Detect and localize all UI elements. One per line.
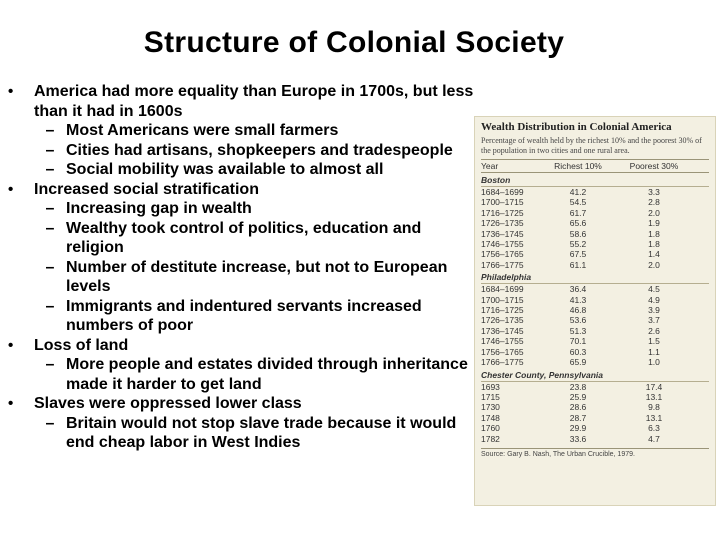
cell-year: 1726–1735 — [481, 218, 524, 229]
table-row — [481, 326, 709, 336]
table-row — [481, 392, 709, 402]
table-row — [481, 357, 709, 367]
sub-bullet-item — [34, 141, 478, 161]
bullet-item — [8, 394, 478, 414]
dash-icon: – — [45, 258, 55, 276]
table-row — [481, 260, 709, 270]
cell-richest: 28.6 — [569, 402, 587, 413]
dash-icon: – — [45, 161, 55, 178]
cell-poorest: 1.0 — [648, 357, 660, 368]
table-row — [481, 413, 709, 423]
cell-poorest: 2.6 — [648, 325, 660, 336]
cell-richest: 28.7 — [569, 412, 587, 423]
table-row — [481, 347, 709, 357]
cell-richest: 61.1 — [569, 259, 587, 270]
table-row — [481, 423, 709, 433]
table-row — [481, 382, 709, 392]
cell-richest: 53.6 — [569, 315, 587, 326]
cell-year: 1782 — [481, 433, 500, 444]
bullet-text: Loss of land — [34, 336, 129, 354]
cell-richest: 65.9 — [569, 357, 587, 368]
bullet-dot-icon: • — [8, 83, 14, 100]
cell-year: 1716–1725 — [481, 305, 524, 316]
sub-bullet-item — [34, 199, 478, 219]
cell-year: 1736–1745 — [481, 325, 524, 336]
bullet-item — [8, 82, 478, 121]
cell-richest: 33.6 — [569, 433, 587, 444]
cell-year: 1760 — [481, 423, 500, 434]
sub-bullet-text: Cities had artisans, shopkeepers and tradespeople — [66, 141, 453, 159]
cell-poorest: 1.9 — [648, 218, 660, 229]
dash-icon: – — [45, 356, 55, 373]
table-row — [481, 249, 709, 259]
cell-poorest: 2.0 — [648, 259, 660, 270]
table-row — [481, 197, 709, 207]
cell-year: 1756–1765 — [481, 249, 524, 260]
cell-year: 1684–1699 — [481, 187, 524, 197]
dash-icon: – — [45, 414, 55, 432]
bullet-item — [8, 180, 478, 200]
sub-bullet-text: Number of destitute increase, but not to European levels — [66, 258, 448, 295]
cell-richest: 55.2 — [569, 239, 587, 250]
table-header — [481, 159, 709, 173]
cell-richest: 23.8 — [569, 381, 587, 392]
cell-poorest: 3.9 — [648, 305, 660, 316]
table-body — [481, 175, 709, 444]
cell-richest: 58.6 — [569, 228, 587, 239]
cell-poorest: 13.1 — [645, 412, 663, 423]
sub-bullet-item — [34, 121, 478, 141]
cell-richest: 25.9 — [569, 391, 587, 402]
table-row — [481, 305, 709, 315]
bullet-item — [8, 336, 478, 356]
cell-richest: 67.5 — [569, 249, 587, 260]
cell-year: 1715 — [481, 391, 500, 402]
cell-richest: 41.3 — [569, 294, 587, 305]
slide-title: Structure of Colonial Society — [143, 26, 565, 59]
sub-bullet-text: Most Americans were small farmers — [66, 122, 339, 139]
cell-poorest: 4.9 — [648, 294, 660, 305]
cell-year: 1726–1735 — [481, 315, 524, 326]
bullet-dot-icon: • — [8, 180, 14, 198]
cell-poorest: 2.0 — [648, 207, 660, 218]
cell-poorest: 4.7 — [648, 433, 660, 444]
table-row — [481, 434, 709, 444]
cell-poorest: 1.4 — [648, 249, 660, 260]
cell-poorest: 1.8 — [648, 239, 660, 250]
bullet-text: Increased social stratification — [34, 180, 259, 198]
cell-year: 1756–1765 — [481, 346, 524, 357]
sub-bullet-item — [34, 258, 478, 297]
cell-richest: 29.9 — [569, 423, 587, 434]
table-row — [481, 239, 709, 249]
cell-richest: 61.7 — [569, 207, 587, 218]
bullet-dot-icon: • — [8, 395, 14, 412]
sub-bullet-text: Social mobility was available to almost all — [66, 161, 384, 178]
bullet-dot-icon: • — [8, 336, 14, 354]
header-richest: Richest 10% — [554, 161, 602, 171]
cell-poorest: 6.3 — [648, 423, 660, 434]
cell-year: 1766–1775 — [481, 357, 524, 368]
cell-poorest: 9.8 — [648, 402, 660, 413]
table-row — [481, 295, 709, 305]
cell-poorest: 1.8 — [648, 228, 660, 239]
table-row — [481, 187, 709, 197]
cell-year: 1700–1715 — [481, 294, 524, 305]
dash-icon: – — [45, 200, 55, 217]
cell-richest: 36.4 — [569, 284, 587, 295]
cell-poorest: 3.3 — [648, 187, 660, 197]
cell-poorest: 3.7 — [648, 315, 660, 326]
cell-year: 1748 — [481, 412, 500, 423]
table-row — [481, 218, 709, 228]
cell-year: 1730 — [481, 402, 500, 413]
table-location-label: Chester County, Pennsylvania — [481, 370, 709, 382]
cell-poorest: 17.4 — [645, 381, 663, 392]
dash-icon: – — [45, 141, 55, 159]
table-row — [481, 336, 709, 346]
cell-richest: 41.2 — [569, 187, 587, 197]
cell-richest: 51.3 — [569, 325, 587, 336]
bullet-text: Slaves were oppressed lower class — [34, 395, 302, 412]
cell-year: 1766–1775 — [481, 259, 524, 270]
sub-bullet-item — [34, 297, 478, 336]
cell-year: 1746–1755 — [481, 239, 524, 250]
cell-year: 1716–1725 — [481, 207, 524, 218]
cell-year: 1746–1755 — [481, 336, 524, 347]
table-row — [481, 315, 709, 325]
table-location-label: Boston — [481, 175, 709, 187]
bullet-text: America had more equality than Europe in 1700s, but less than it had in 1600s — [34, 83, 474, 120]
wealth-distribution-table — [474, 116, 716, 506]
dash-icon: – — [45, 219, 55, 237]
sub-bullet-text: Britain would not stop slave trade because it would end cheap labor in West Indies — [66, 414, 457, 451]
sub-bullet-item — [34, 355, 478, 394]
table-title: Wealth Distribution in Colonial America — [481, 121, 672, 133]
table-row — [481, 284, 709, 294]
cell-poorest: 1.5 — [648, 336, 660, 347]
table-location-label: Philadelphia — [481, 272, 709, 284]
sub-bullet-text: Increasing gap in wealth — [66, 200, 252, 217]
cell-year: 1736–1745 — [481, 228, 524, 239]
sub-bullet-item — [34, 219, 478, 258]
cell-richest: 70.1 — [569, 336, 587, 347]
cell-richest: 54.5 — [569, 197, 587, 208]
table-row — [481, 229, 709, 239]
cell-poorest: 2.8 — [648, 197, 660, 208]
table-row — [481, 402, 709, 412]
cell-poorest: 13.1 — [645, 391, 663, 402]
sub-bullet-text: Wealthy took control of politics, education and religion — [66, 219, 422, 256]
header-poorest: Poorest 30% — [629, 161, 679, 171]
table-subtitle: Percentage of wealth held by the richest 10% and the poorest 30% of the population in two cities and one rural area. — [481, 136, 702, 155]
dash-icon: – — [45, 297, 55, 315]
dash-icon: – — [45, 122, 55, 139]
sub-bullet-item — [34, 414, 478, 453]
cell-year: 1700–1715 — [481, 197, 524, 208]
bullet-list — [8, 82, 478, 453]
header-year: Year — [481, 161, 499, 171]
table-row — [481, 208, 709, 218]
table-source: Source: Gary B. Nash, The Urban Crucible, 1979. — [481, 448, 709, 458]
sub-bullet-text: Immigrants and indentured servants increased numbers of poor — [66, 297, 422, 334]
sub-bullet-text: More people and estates divided through inheritance made it harder to get land — [66, 356, 468, 393]
cell-richest: 46.8 — [569, 305, 587, 316]
cell-year: 1684–1699 — [481, 284, 524, 295]
cell-poorest: 4.5 — [648, 284, 660, 295]
cell-richest: 60.3 — [569, 346, 587, 357]
cell-year: 1693 — [481, 381, 500, 392]
sub-bullet-item — [34, 160, 478, 180]
cell-richest: 65.6 — [569, 218, 587, 229]
cell-poorest: 1.1 — [648, 346, 660, 357]
